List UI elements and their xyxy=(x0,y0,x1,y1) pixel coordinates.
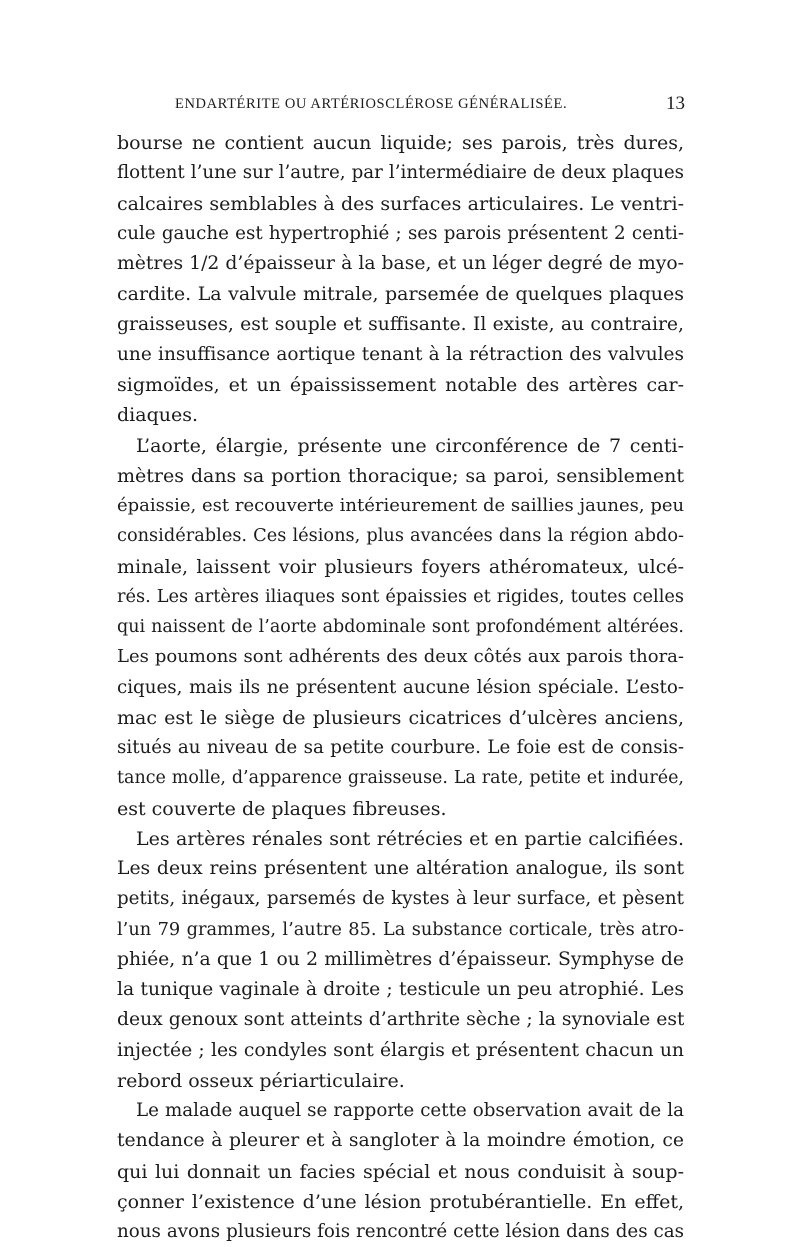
text-line: qui naissent de l’aorte abdominale sont profondément altérées. xyxy=(117,617,684,637)
text-line: diaques. xyxy=(117,404,199,427)
text-line: flottent l’une sur l’autre, par l’intermédiaire de deux plaques xyxy=(117,162,684,184)
text-line: une insuffisance aortique tenant à la rétraction des valvules xyxy=(117,343,684,365)
text-line: l’un 79 grammes, l’autre 85. La substance corticale, très atro- xyxy=(117,919,684,940)
text-line: çonner l’existence d’une lésion protubérantielle. En effet, xyxy=(117,1190,684,1213)
text-line: L’aorte, élargie, présente une circonférence de 7 centi- xyxy=(136,434,684,457)
text-line: bourse ne contient aucun liquide; ses parois, très dures, xyxy=(117,132,684,154)
text-line: Les artères rénales sont rétrécies et en partie calcifiées. xyxy=(136,827,684,850)
page-number: 13 xyxy=(666,93,685,114)
text-line: Les deux reins présentent une altération analogue, ils sont xyxy=(117,858,684,879)
text-line: calcaires semblables à des surfaces articulaires. Le ventri- xyxy=(117,192,684,215)
text-line: graisseuses, est souple et suffisante. Il existe, au contraire, xyxy=(117,313,684,335)
text-line: situés au niveau de sa petite courbure. Le foie est de consis- xyxy=(117,737,684,758)
text-line: nous avons plusieurs fois rencontré cette lésion dans des cas xyxy=(117,1221,684,1242)
body-text xyxy=(117,128,684,1247)
text-line: mètres dans sa portion thoracique; sa paroi, sensiblement xyxy=(117,464,684,487)
text-line: deux genoux sont atteints d’arthrite sèche ; la synoviale est xyxy=(117,1009,684,1031)
text-line: Les poumons sont adhérents des deux côtés aux parois thora- xyxy=(117,646,684,668)
text-line: petits, inégaux, parsemés de kystes à leur surface, et pèsent xyxy=(117,888,684,910)
running-head xyxy=(175,93,685,118)
text-line: minale, laissent voir plusieurs foyers athéromateux, ulcé- xyxy=(117,555,684,578)
text-line: ciques, mais ils ne présentent aucune lésion spéciale. L’esto- xyxy=(117,676,684,698)
text-line: mac est le siège de plusieurs cicatrices d’ulcères anciens, xyxy=(117,706,684,729)
text-line: sigmoïdes, et un épaississement notable des artères car- xyxy=(117,374,684,396)
text-line: injectée ; les condyles sont élargis et présentent chacun un xyxy=(117,1039,684,1061)
text-line: qui lui donnait un facies spécial et nous conduisit à soup- xyxy=(117,1160,684,1183)
text-line: cule gauche est hypertrophié ; ses parois présentent 2 centi- xyxy=(117,222,684,244)
text-line: mètres 1/2 d’épaisseur à la base, et un léger degré de myo- xyxy=(117,253,684,274)
text-line: tendance à pleurer et à sangloter à la moindre émotion, ce xyxy=(117,1130,684,1152)
text-line: rebord osseux périarticulaire. xyxy=(117,1069,405,1092)
text-line: cardite. La valvule mitrale, parsemée de quelques plaques xyxy=(117,283,684,306)
text-line: considérables. Ces lésions, plus avancées dans la région abdo- xyxy=(117,526,684,547)
text-line: tance molle, d’apparence graisseuse. La rate, petite et indurée, xyxy=(117,768,684,789)
running-head-title: ENDARTÉRITE OU ARTÉRIOSCLÉROSE GÉNÉRALISÉE. xyxy=(175,96,568,112)
text-line: la tunique vaginale à droite ; testicule un peu atrophié. Les xyxy=(117,979,684,1000)
text-line: est couverte de plaques fibreuses. xyxy=(117,797,447,820)
text-line: rés. Les artères iliaques sont épaissies et rigides, toutes celles xyxy=(117,586,684,607)
text-line: épaissie, est recouverte intérieurement de saillies jaunes, peu xyxy=(117,495,684,516)
text-line: Le malade auquel se rapporte cette observation avait de la xyxy=(136,1100,684,1121)
text-line: phiée, n’a que 1 ou 2 millimètres d’épaisseur. Symphyse de xyxy=(117,948,684,970)
